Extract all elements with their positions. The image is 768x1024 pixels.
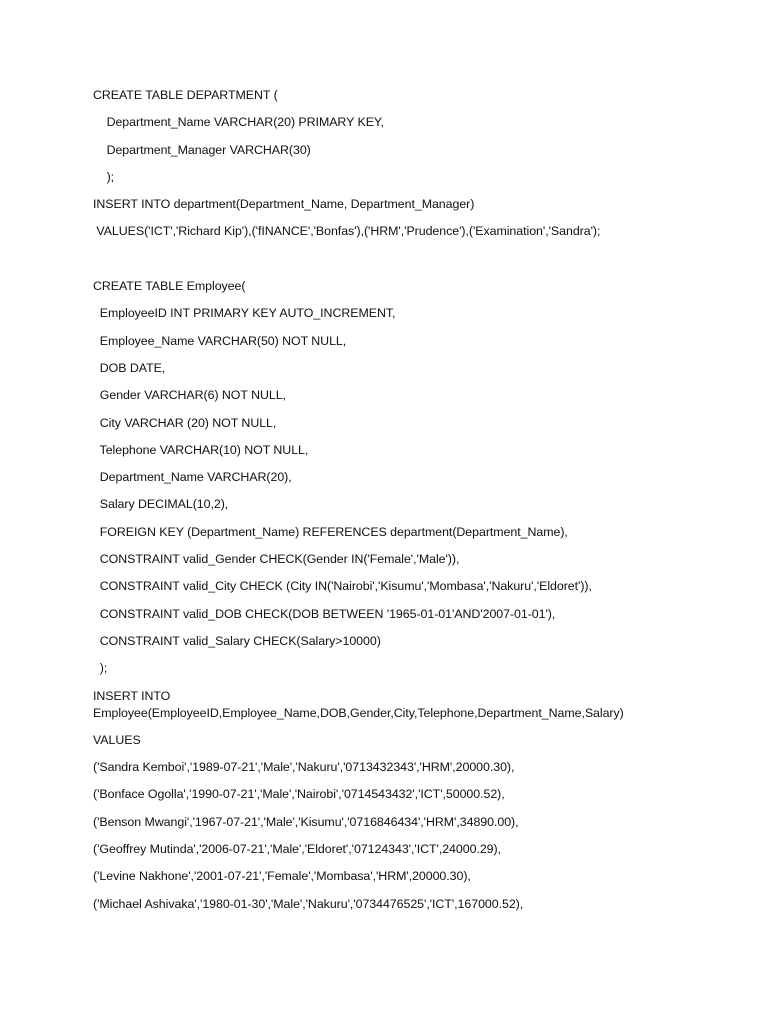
code-line: ('Geoffrey Mutinda','2006-07-21','Male','Eldoret','07124343','ICT',24000.29), bbox=[93, 842, 501, 857]
code-line: Gender VARCHAR(6) NOT NULL, bbox=[93, 388, 286, 403]
code-line: Department_Name VARCHAR(20) PRIMARY KEY, bbox=[93, 115, 384, 130]
code-line: Employee_Name VARCHAR(50) NOT NULL, bbox=[93, 333, 347, 348]
code-line: CONSTRAINT valid_City CHECK (City IN('Nairobi','Kisumu','Mombasa','Nakuru','Eldoret')), bbox=[93, 579, 592, 594]
code-line: Telephone VARCHAR(10) NOT NULL, bbox=[93, 442, 309, 457]
code-line: CONSTRAINT valid_DOB CHECK(DOB BETWEEN '1965-01-01'AND'2007-01-01'), bbox=[93, 606, 556, 621]
code-line: DOB DATE, bbox=[93, 360, 166, 375]
code-line: FOREIGN KEY (Department_Name) REFERENCES department(Department_Name), bbox=[93, 524, 568, 539]
code-line: City VARCHAR (20) NOT NULL, bbox=[93, 415, 277, 430]
code-line: Employee(EmployeeID,Employee_Name,DOB,Gender,City,Telephone,Department_Name,Salary) bbox=[93, 705, 624, 720]
code-line: Salary DECIMAL(10,2), bbox=[93, 497, 229, 512]
code-line: ('Benson Mwangi','1967-07-21','Male','Kisumu','0716846434','HRM',34890.00), bbox=[93, 814, 519, 829]
code-line: ('Bonface Ogolla','1990-07-21','Male','Nairobi','0714543432','ICT',50000.52), bbox=[93, 787, 505, 802]
blank-line bbox=[93, 251, 733, 278]
code-line: CREATE TABLE DEPARTMENT ( bbox=[93, 88, 278, 102]
code-line: Department_Manager VARCHAR(30) bbox=[93, 142, 311, 157]
code-line: ); bbox=[93, 661, 108, 676]
code-line: VALUES bbox=[93, 732, 141, 747]
document-body bbox=[93, 87, 733, 923]
code-line: VALUES('ICT','Richard Kip'),('fINANCE','Bonfas'),('HRM','Prudence'),('Examination','Sandra'); bbox=[93, 224, 601, 239]
code-line: INSERT INTO bbox=[93, 688, 171, 703]
code-line: CONSTRAINT valid_Gender CHECK(Gender IN('Female','Male')), bbox=[93, 552, 460, 567]
code-line: ('Sandra Kemboi','1989-07-21','Male','Nakuru','0713432343','HRM',20000.30), bbox=[93, 760, 515, 775]
code-line: ('Michael Ashivaka','1980-01-30','Male','Nakuru','0734476525','ICT',167000.52), bbox=[93, 896, 524, 911]
code-line: EmployeeID INT PRIMARY KEY AUTO_INCREMENT, bbox=[93, 306, 396, 321]
code-line: ('Levine Nakhone','2001-07-21','Female','Mombasa','HRM',20000.30), bbox=[93, 869, 471, 884]
code-line: CREATE TABLE Employee( bbox=[93, 279, 246, 294]
code-line: ); bbox=[93, 169, 115, 184]
code-line: Department_Name VARCHAR(20), bbox=[93, 470, 292, 485]
code-line: CONSTRAINT valid_Salary CHECK(Salary>10000) bbox=[93, 633, 381, 648]
code-line: INSERT INTO department(Department_Name, Department_Manager) bbox=[93, 197, 475, 212]
